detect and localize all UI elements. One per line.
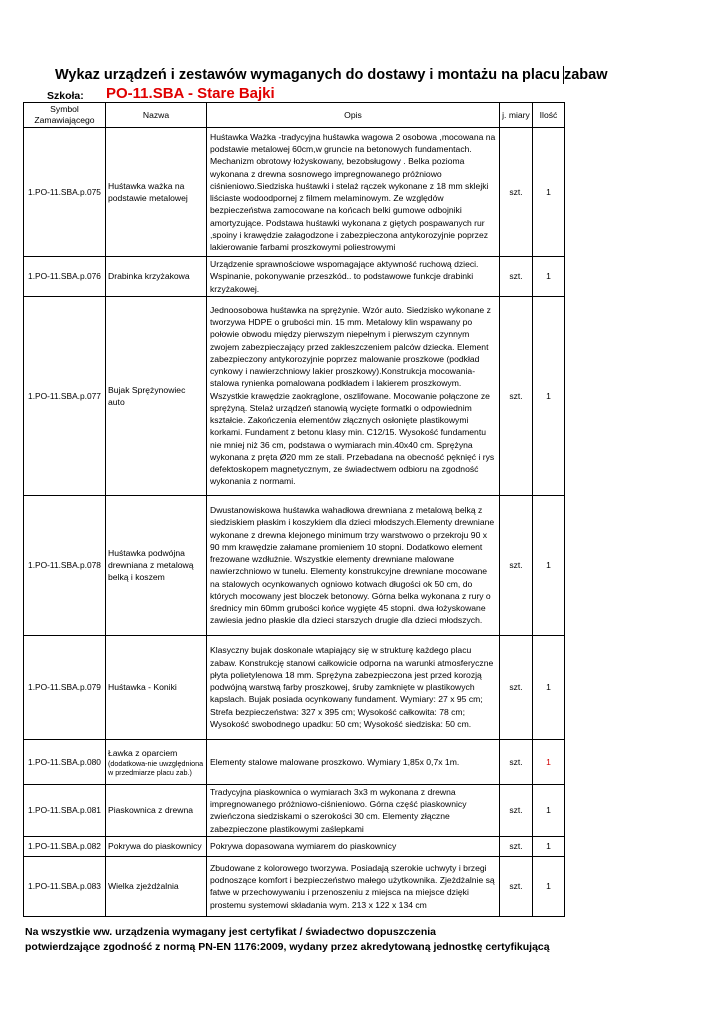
row-nazwa-note: (dodatkowa-nie uwzględniona w przedmiarze placu zab.) [108,758,204,777]
row-nazwa: Bujak Sprężynowiec auto [106,296,207,495]
row-symbol: 1.PO-11.SBA.p.081 [24,784,106,836]
table-row [24,784,565,836]
row-ilosc: 1 [533,836,565,856]
table-row [24,739,565,784]
row-nazwa: Piaskownica z drewna [106,784,207,836]
row-nazwa: Drabinka krzyżakowa [106,257,207,297]
row-opis: Jednoosobowa huśtawka na sprężynie. Wzór auto. Siedzisko wykonane z tworzywa HDPE o grubości min. 15 mm. Metalowy klin wspawany po połowie obwodu między pierwszym niepełnym i pierwszym czynnym zwojem zabezpieczający przed zakleszczeniem palców dziecka. Element zabezpieczony antykorozyjnie poprzez malowanie proszkowe (podkład cynkowy i nawierzchniowy lakier proszkowy).Konstrukcja mocowania-stalowa rynienka pomalowana podkładem i lakierem proszkowym. Wszystkie krawędzie zaokrąglone, oszlifowane. Mocowanie połączone ze sprężyną. Stelaż urządzeń stanowią wycięte formatki o odpowiednim kształcie. Zakończenia elementów złącznych osłonięte plastikowymi korkami. Fundament z betonu klasy min. C12/15. Wysokość fundamentu nie mniej niż 36 cm, podstawa o wymiarach min.40x40 cm. Sprężyna wykonana z pręta Ø20 mm ze stali. Przebadana na obecność pęknięć i rys defektoskopem magnetycznym, ze świadectwem odbioru na zgodność wykonania z normami. [207,296,500,495]
row-jm: szt. [500,784,533,836]
table-row [24,495,565,635]
row-opis: Tradycyjna piaskownica o wymiarach 3x3 m wykonana z drewna impregnowanego próżniowo-ciśnieniowo. Górna część piaskownicy zwieńczona siedziskami o szerokości 30 cm. Elementy złączne zabezpieczone plastikowymi zaślepkami [207,784,500,836]
row-opis: Elementy stalowe malowane proszkowo. Wymiary 1,85x 0,7x 1m. [207,739,500,784]
row-nazwa: Huśtawka podwójna drewniana z metalową belką i koszem [106,495,207,635]
row-symbol: 1.PO-11.SBA.p.082 [24,836,106,856]
header-jm: j. miary [500,103,533,128]
certificate-note-line2: potwierdzające zgodność z normą PN-EN 1176:2009, wydany przez akredytowaną jednostkę certyfikującą [25,941,550,953]
row-opis: Pokrywa dopasowana wymiarem do piaskownicy [207,836,500,856]
document-title: Wykaz urządzeń i zestawów wymaganych do dostawy i montażu na placu zabaw [55,67,608,83]
row-jm: szt. [500,739,533,784]
row-opis: Urządzenie sprawnościowe wspomagające aktywność ruchową dzieci. Wspinanie, pokonywanie przeszkód.. to podstawowe funkcje drabinki krzyżakowej. [207,257,500,297]
school-label: Szkoła: [47,90,84,102]
row-nazwa: Pokrywa do piaskownicy [106,836,207,856]
row-nazwa: Huśtawka ważka na podstawie metalowej [106,128,207,257]
row-jm: szt. [500,856,533,916]
row-nazwa-main: Ławka z oparciem [108,747,178,758]
row-ilosc: 1 [533,784,565,836]
row-jm: szt. [500,836,533,856]
row-symbol: 1.PO-11.SBA.p.078 [24,495,106,635]
row-ilosc: 1 [533,128,565,257]
title-divider [563,66,564,84]
table-row [24,635,565,739]
row-nazwa: Huśtawka - Koniki [106,635,207,739]
table-row [24,856,565,916]
table-row [24,296,565,495]
certificate-note-line1: Na wszystkie ww. urządzenia wymagany jest certyfikat / świadectwo dopuszczenia [25,926,437,938]
row-opis: Dwustanowiskowa huśtawka wahadłowa drewniana z metalową belką z siedziskiem płaskim i koszykiem dla dzieci młodszych.Elementy drewniane wykonane z drewna klejonego minimum trzy warstwowo o przekroju 90 x 90 mm krawędzie załamane promieniem 10 stopni. Dodatkowo element frezowane wzdłużnie. Wszystkie elementy drewniane malowane nawierzchniowo w tunelu. Elementy konstrukcyjne drewniane mocowane na stalowych ocynkowanych ogniowo kotwach długości ok 50 cm, do których mocowany jest bloczek betonowy. Górna belka wykonana z rury o średnicy min 60mm grubości końce wygięte 45 stopni. dwa łożyskowane zawiesia jedno płaskie dla dzieci starszych drugie dla dzieci młodszych. [207,495,500,635]
row-ilosc: 1 [533,296,565,495]
header-opis: Opis [207,103,500,128]
row-symbol: 1.PO-11.SBA.p.075 [24,128,106,257]
school-value: PO-11.SBA - Stare Bajki [106,85,275,102]
certificate-note [25,925,550,955]
table-row [24,836,565,856]
row-opis: Zbudowane z kolorowego tworzywa. Posiadają szerokie uchwyty i brzegi podnoszące komfort i bezpieczeństwo małego użytkownika. Zjeżdżalnie są fatwe w przechowywaniu i przenoszeniu z miejsca na miejsce dzięki prostemu systemowi składania wym. 213 x 122 x 134 cm [207,856,500,916]
header-symbol: Symbol Zamawiającego [24,103,106,128]
row-symbol: 1.PO-11.SBA.p.080 [24,739,106,784]
header-nazwa: Nazwa [106,103,207,128]
row-jm: szt. [500,635,533,739]
row-ilosc: 1 [533,635,565,739]
table-header-row [24,103,565,128]
header-ilosc: Ilość [533,103,565,128]
row-symbol: 1.PO-11.SBA.p.077 [24,296,106,495]
row-ilosc: 1 [533,495,565,635]
row-nazwa: Wielka zjeżdżalnia [106,856,207,916]
row-jm: szt. [500,296,533,495]
table-row [24,257,565,297]
equipment-table [23,102,565,917]
row-nazwa [106,739,207,784]
table-row [24,128,565,257]
row-opis: Huśtawka Ważka -tradycyjna huśtawka wagowa 2 osobowa ,mocowana na podstawie metalowej 60cm,w gruncie na betonowych fundamentach. Mechanizm obrotowy łożyskowany, bezobsługowy . Belka pozioma wykonana z drewna sosnowego impregnowanego próżniowo ciśnieniowo.Siedziska huśtawki i stelaż rączek wykonane z 18 mm sklejki liściaste wodoodpornej z filmem melaminowym. Ze względów bezpieczeństwa zamocowane na końcach belki gumowe odbojniki amortyzujące. Podstawa huśtawki wykonana z giętych pospawanych rur ,spoiny i krawędzie załagodzone i zabezpieczona antykorozyjnie poprzez lakierowanie farbami proszkowymi poliestrowymi [207,128,500,257]
row-jm: szt. [500,128,533,257]
row-jm: szt. [500,257,533,297]
row-ilosc: 1 [533,856,565,916]
row-symbol: 1.PO-11.SBA.p.076 [24,257,106,297]
row-jm: szt. [500,495,533,635]
row-ilosc-highlighted: 1 [533,739,565,784]
row-symbol: 1.PO-11.SBA.p.079 [24,635,106,739]
row-ilosc: 1 [533,257,565,297]
row-opis: Klasyczny bujak doskonale wtapiający się w strukturę każdego placu zabaw. Konstrukcję stanowi całkowicie odporna na warunki atmosferyczne płyta polietylenowa 18 mm. Sprężyna zabezpieczona jest przed korozją podwójną warstwą farby proszkowej, śruby zamknięte w plastikowych kapslach. Bujak posiada ocynkowany fundament. Wymiary: 27 x 95 cm; Strefa bezpieczeństwa: 327 x 395 cm; Wysokość całkowita: 78 cm; Wysokość swobodnego upadku: 50 cm; Wysokość siedziska: 50 cm. [207,635,500,739]
row-symbol: 1.PO-11.SBA.p.083 [24,856,106,916]
